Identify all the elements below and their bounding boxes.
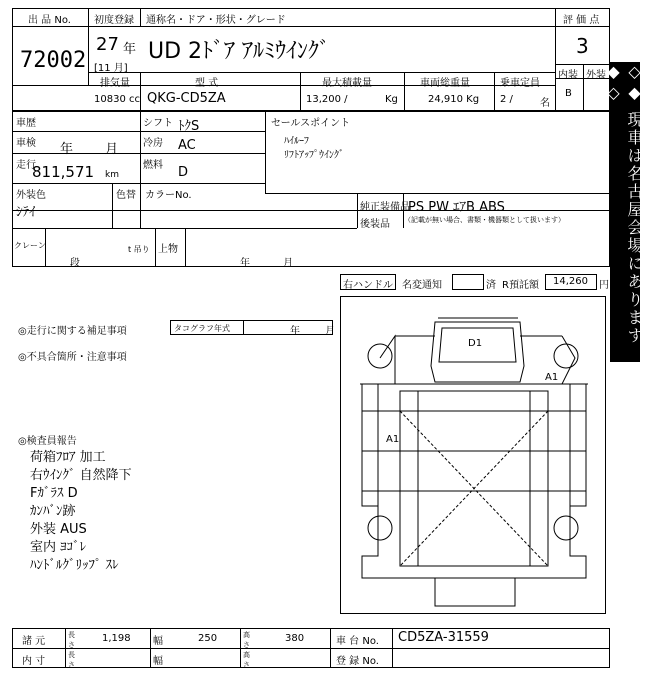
height-label-inner: 高さ [243, 651, 250, 669]
recycle-deposit-label: R預託額 [502, 280, 539, 291]
equipment-value: PS PW ｴｱB ABS [408, 200, 505, 215]
driving-remarks-label: ◎走行に関する補足事項 [18, 326, 127, 337]
max-load-unit: Kg [385, 94, 398, 105]
inspector-item: 室内 ﾖｺﾞﾚ [30, 540, 87, 555]
chassis-label: 車 台 No. [336, 636, 379, 647]
mileage-value: 811,571 [32, 163, 95, 181]
interior-label: 内装 [558, 70, 578, 81]
sales-point-2: ﾘﾌﾄｱｯﾌﾟｳｲﾝｸﾞ [284, 150, 344, 161]
chassis-value: CD5ZA-31559 [398, 630, 489, 645]
name-change-box [452, 274, 484, 290]
color-no2-label: カラーNo. [145, 190, 192, 201]
sales-point-label: セールスポイント [271, 118, 351, 129]
rating-value: 3 [576, 34, 589, 58]
gross-weight-label: 車両総重量 [420, 78, 470, 89]
inspector-item: 右ｳｲﾝｸﾞ 自然降下 [30, 468, 132, 483]
height-value: 380 [285, 633, 305, 644]
capacity-unit: 名 [540, 98, 550, 109]
name-change-label: 名変通知 [402, 280, 442, 291]
exterior-label: 外装 [586, 70, 606, 81]
tachograph-label: タコグラフ年式 [174, 324, 230, 333]
damage-mark-a1-left: A1 [386, 434, 400, 445]
gross-weight-value: 24,910 Kg [428, 94, 480, 105]
width-label: 幅 [153, 636, 163, 647]
inspector-item: ﾊﾝﾄﾞﾙｸﾞﾘｯﾌﾟ ｽﾚ [30, 558, 119, 573]
ac-value: AC [178, 138, 196, 153]
history-label: 車歴 [16, 118, 36, 129]
displacement-value: 10830 cc [94, 94, 140, 105]
width-label-inner: 幅 [153, 656, 163, 667]
defects-label: ◎不具合箇所・注意事項 [18, 352, 127, 363]
inspector-item: ｶﾝﾊﾞﾝ跡 [30, 504, 76, 519]
inspection-label: 車検 [16, 138, 36, 149]
length-label: 長さ [68, 631, 75, 649]
inspector-item: 外装 AUS [30, 522, 87, 537]
width-value: 250 [198, 633, 218, 644]
crane-label: クレーン [14, 241, 46, 250]
fuel-value: D [178, 165, 189, 180]
month-value: [11 月] [94, 63, 128, 74]
displacement-label: 排気量 [100, 78, 130, 89]
type-label: 型 式 [195, 78, 219, 89]
type-value: QKG-CD5ZA [147, 91, 226, 106]
lift-value: 年 月 [240, 258, 294, 269]
model-header-label: 通称名・ドア・形状・グレード [146, 15, 286, 26]
inner-label: 内 寸 [22, 656, 46, 667]
ac-label: 冷房 [143, 138, 163, 149]
inspector-label: ◎検査員報告 [18, 436, 77, 447]
inspector-item: 荷箱ﾌﾛｱ 加工 [30, 450, 106, 465]
crane-stages: 段 [70, 258, 80, 269]
equipment-label: 純正装備品 [360, 202, 410, 213]
fuel-label: 燃料 [143, 160, 163, 171]
color-label: 外装色 [16, 190, 46, 201]
damage-mark-d1: D1 [468, 338, 483, 349]
crane-tons: t 吊り [128, 245, 150, 254]
color-value: ｼﾃｲ [16, 205, 36, 220]
interior-value: B [565, 88, 572, 99]
inspector-item: Fｶﾞﾗｽ D [30, 486, 78, 501]
rating-label: 評 価 点 [563, 15, 600, 26]
recycle-label: 済 [486, 280, 496, 291]
aftermarket-note: （記載が無い場合、書類・機器類として扱います） [404, 216, 565, 224]
year-unit: 年 [123, 42, 137, 57]
tachograph-value: 年 月 [290, 326, 336, 337]
shift-value: ﾄｸS [178, 119, 200, 134]
location-banner: ◇◆ 現車は名古屋会場にあります ◆◇ [610, 62, 640, 362]
capacity-label: 乗車定員 [500, 78, 540, 89]
reg-label: 登 録 No. [336, 656, 379, 667]
capacity-value: 2 / [500, 94, 513, 105]
recycle-unit: 円 [599, 280, 609, 291]
damage-mark-a1-right: A1 [545, 372, 559, 383]
recycle-deposit-value: 14,260 [553, 276, 588, 287]
lot-label: 出 品 No. [28, 15, 71, 26]
rhd-label: 右ハンドル [343, 280, 393, 291]
truck-diagram [340, 296, 610, 616]
first-reg-label: 初度登録 [94, 15, 134, 26]
height-label: 高さ [243, 631, 250, 649]
shift-label: シフト [143, 118, 173, 129]
details-frame [12, 111, 610, 267]
lot-number: 72002 [20, 48, 87, 73]
mileage-unit: km [105, 170, 119, 180]
max-load-label: 最大積載量 [322, 78, 372, 89]
sales-point-1: ﾊｲﾙｰﾌ [284, 136, 309, 147]
color-no-label: 色替 [116, 190, 136, 201]
length-value: 1,198 [102, 633, 131, 644]
lift-label: 上物 [158, 244, 178, 255]
year-value: 27 [96, 34, 119, 55]
model-name: UD 2ﾄﾞｱ ｱﾙﾐｳｲﾝｸﾞ [148, 39, 331, 64]
max-load-value: 13,200 / [306, 94, 348, 105]
length-label-inner: 長さ [68, 651, 75, 669]
mileage-label: 走行 [16, 160, 36, 171]
inspection-value: 年 月 [60, 142, 119, 157]
dims-label: 諸 元 [22, 636, 46, 647]
aftermarket-label: 後装品 [360, 219, 390, 230]
